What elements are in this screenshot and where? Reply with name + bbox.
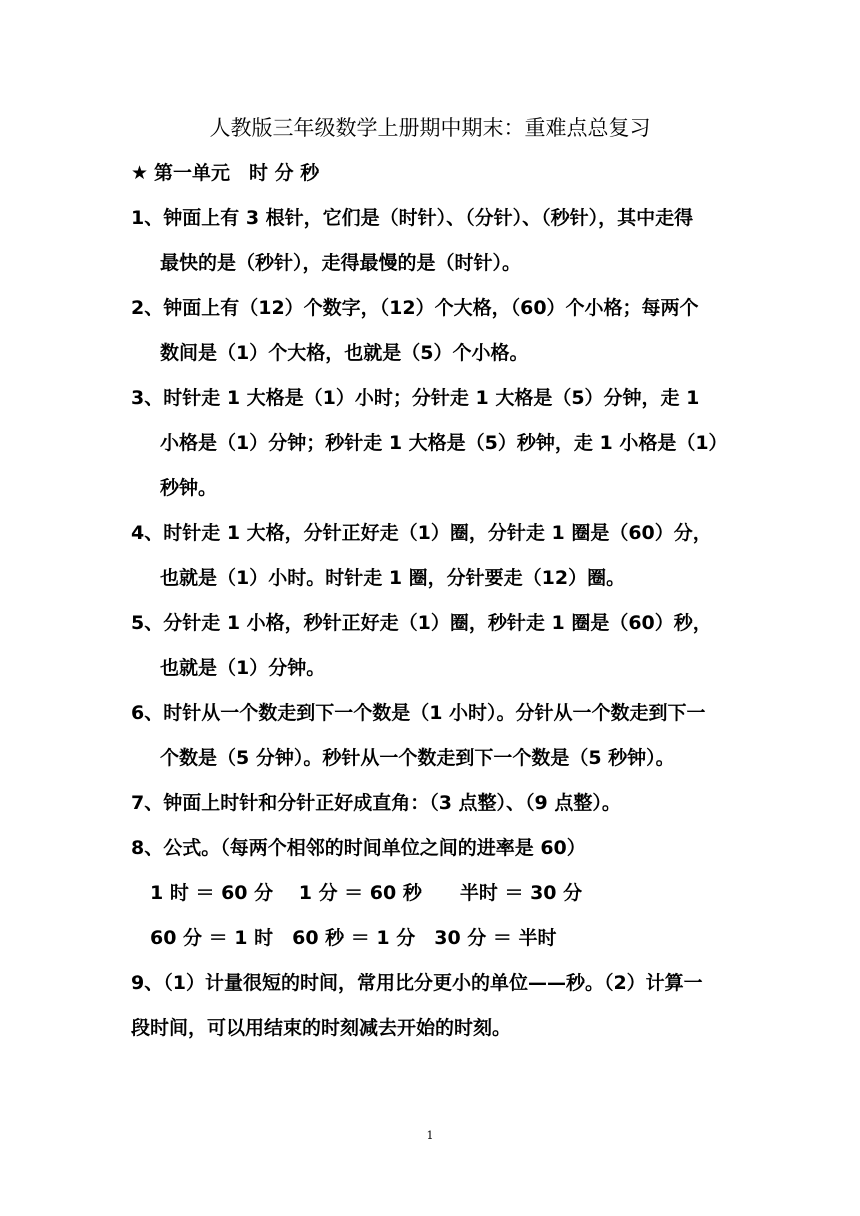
star-icon: ★ [131, 162, 149, 184]
section-heading [131, 158, 319, 188]
item-1-line-1: 1、钟面上有 3 根针，它们是（时针）、（分针）、（秒针），其中走得 [131, 207, 694, 229]
item-3-line-1: 3、时针走 1 大格是（1）小时；分针走 1 大格是（5）分钟，走 1 [131, 387, 700, 409]
item-9-line-2: 段时间，可以用结束的时刻减去开始的时刻。 [131, 1017, 512, 1039]
page-number: 1 [426, 1129, 434, 1142]
item-5-line-1: 5、分针走 1 小格，秒针正好走（1）圈，秒针走 1 圈是（60）秒， [131, 612, 712, 634]
item-4-line-2: 也就是（1）小时。时针走 1 圈，分针要走（12）圈。 [160, 567, 626, 589]
section-heading-text: 第一单元 时 分 秒 [154, 162, 320, 184]
item-4-line-1: 4、时针走 1 大格，分针正好走（1）圈，分针走 1 圈是（60）分， [131, 522, 712, 544]
item-3-line-3: 秒钟。 [160, 477, 218, 499]
item-5-line-2: 也就是（1）分钟。 [160, 657, 326, 679]
formula-row-1: 1 时 ＝ 60 分 1 分 ＝ 60 秒 半时 ＝ 30 分 [150, 882, 583, 904]
item-8-line-1: 8、公式。（每两个相邻的时间单位之间的进率是 60） [131, 837, 586, 859]
item-7-line-1: 7、钟面上时针和分针正好成直角：（3 点整）、（9 点整）。 [131, 792, 621, 814]
document-title: 人教版三年级数学上册期中期末：重难点总复习 [209, 116, 651, 140]
formula-row-2: 60 分 ＝ 1 时 60 秒 ＝ 1 分 30 分 ＝ 半时 [150, 927, 557, 949]
item-9-line-1: 9、（1）计量很短的时间，常用比分更小的单位——秒。（2）计算一 [131, 972, 703, 994]
item-3-line-2: 小格是（1）分钟；秒针走 1 大格是（5）秒钟，走 1 小格是（1） [160, 432, 728, 454]
item-6-line-1: 6、时针从一个数走到下一个数是（1 小时）。分针从一个数走到下一 [131, 702, 706, 724]
item-1-line-2: 最快的是（秒针），走得最慢的是（时针）。 [160, 252, 522, 274]
item-2-line-2: 数间是（1）个大格，也就是（5）个小格。 [160, 342, 529, 364]
item-2-line-1: 2、钟面上有（12）个数字，（12）个大格，（60）个小格；每两个 [131, 297, 699, 319]
item-6-line-2: 个数是（5 分钟）。秒针从一个数走到下一个数是（5 秒钟）。 [160, 747, 675, 769]
